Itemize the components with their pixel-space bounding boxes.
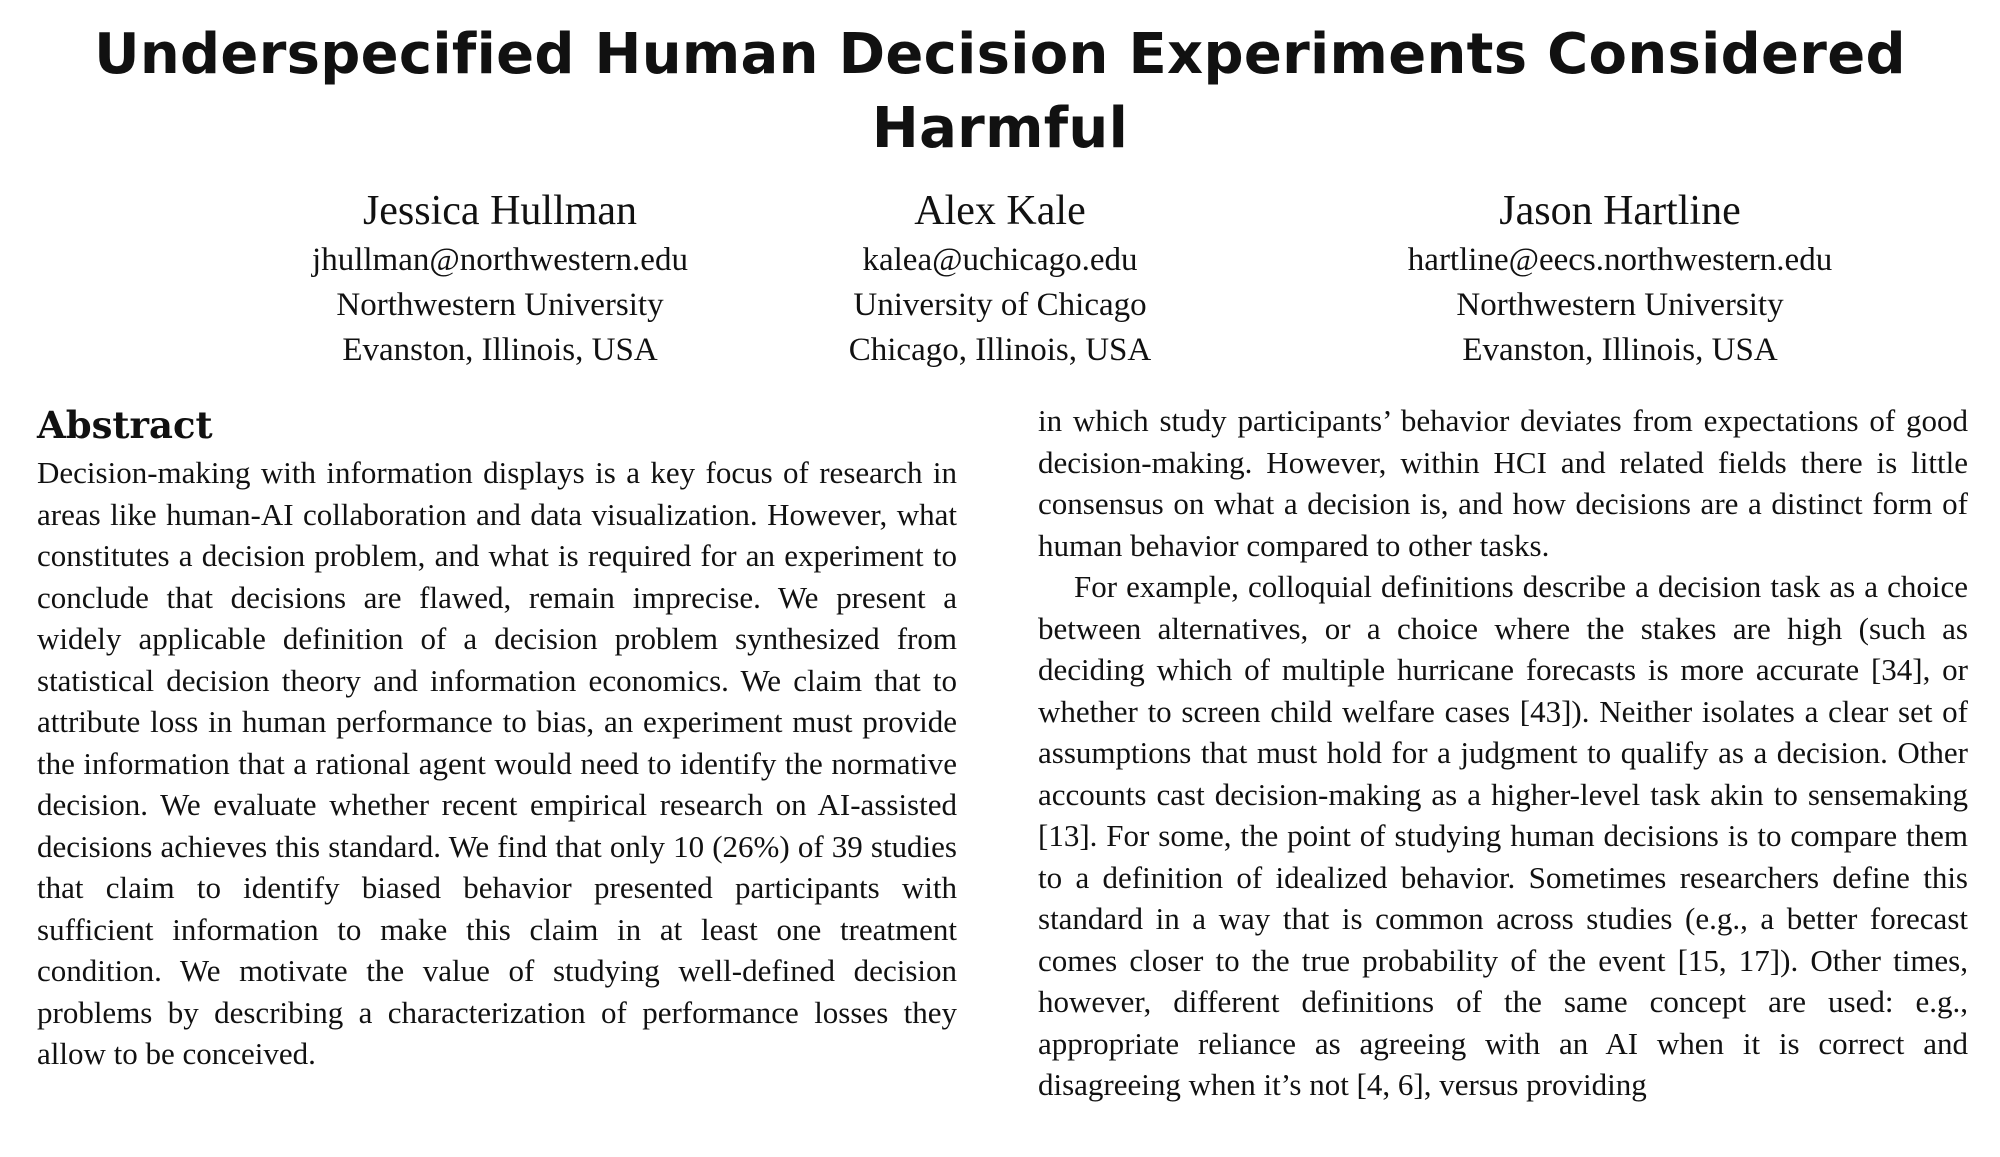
abstract-text: Decision-making with information displays is a key focus of research in areas like human-AI collaboration and data visualization. However, what constitutes a decision problem, and what is required for an experiment to conclude that decisions are flawed, remain imprecise. We present a widely applicable definition of a decision problem synthesized from statistical decision theory and information economics. We claim that to attribute loss in human performance to bias, an experiment must provide the information that a rational agent would need to identify the normative decision. We evaluate whether recent empirical research on AI-assisted decisions achieves this standard. We find that only 10 (26%) of 39 studies that claim to identify biased behavior presented participants with sufficient information to make this claim in at least one treatment condition. We motivate the value of studying well-defined decision problems by describing a characterization of performance losses they allow to be conceived. [37,455,957,1071]
author-email: jhullman@northwestern.edu [312,242,688,278]
body-paragraph-2: For example, colloquial definitions describe a decision task as a choice between alternatives, or a choice where the stakes are high (such as deciding which of multiple hurricane forecasts is more accurate [34], or whether to screen child welfare cases [43]). Neither isolates a clear set of assumptions that must hold for a judgment to qualify as a decision. Other accounts cast decision-making as a higher-level task akin to sensemaking [13]. For some, the point of studying human decisions is to compare them to a definition of idealized behavior. Sometimes researchers define this standard in a way that is common across studies (e.g., a better forecast comes closer to the true probability of the event [15, 17]). Other times, however, different definitions of the same concept are used: e.g., appropriate reliance as agreeing with an AI when it is correct and disagreeing when it’s not [4, 6], versus providing [1038,569,1968,1102]
paper-title [0,18,2000,166]
author-2 [680,186,1320,373]
paper-title-line-1: Underspecified Human Decision Experiments Considered [94,22,1906,87]
author-3 [1300,186,1940,373]
author-location: Evanston, Illinois, USA [342,332,658,368]
author-affiliation: University of Chicago [853,287,1147,323]
author-email: kalea@uchicago.edu [862,242,1138,278]
author-name: Jessica Hullman [362,188,638,234]
author-email: hartline@eecs.northwestern.edu [1407,242,1833,278]
author-location: Evanston, Illinois, USA [1462,332,1778,368]
abstract-heading: Abstract [37,403,213,447]
left-column [37,400,957,1075]
body-paragraph-1: in which study participants’ behavior deviates from expectations of good decision-making. However, within HCI and related fields there is little consensus on what a decision is, and how decisions are a distinct form of human behavior compared to other tasks. [1038,403,1968,563]
paper-title-line-2: Harmful [871,96,1129,161]
right-column [1038,400,1968,1106]
author-location: Chicago, Illinois, USA [848,332,1152,368]
author-name: Jason Hartline [1499,188,1741,234]
author-name: Alex Kale [914,188,1086,234]
author-affiliation: Northwestern University [336,287,664,323]
author-affiliation: Northwestern University [1456,287,1784,323]
